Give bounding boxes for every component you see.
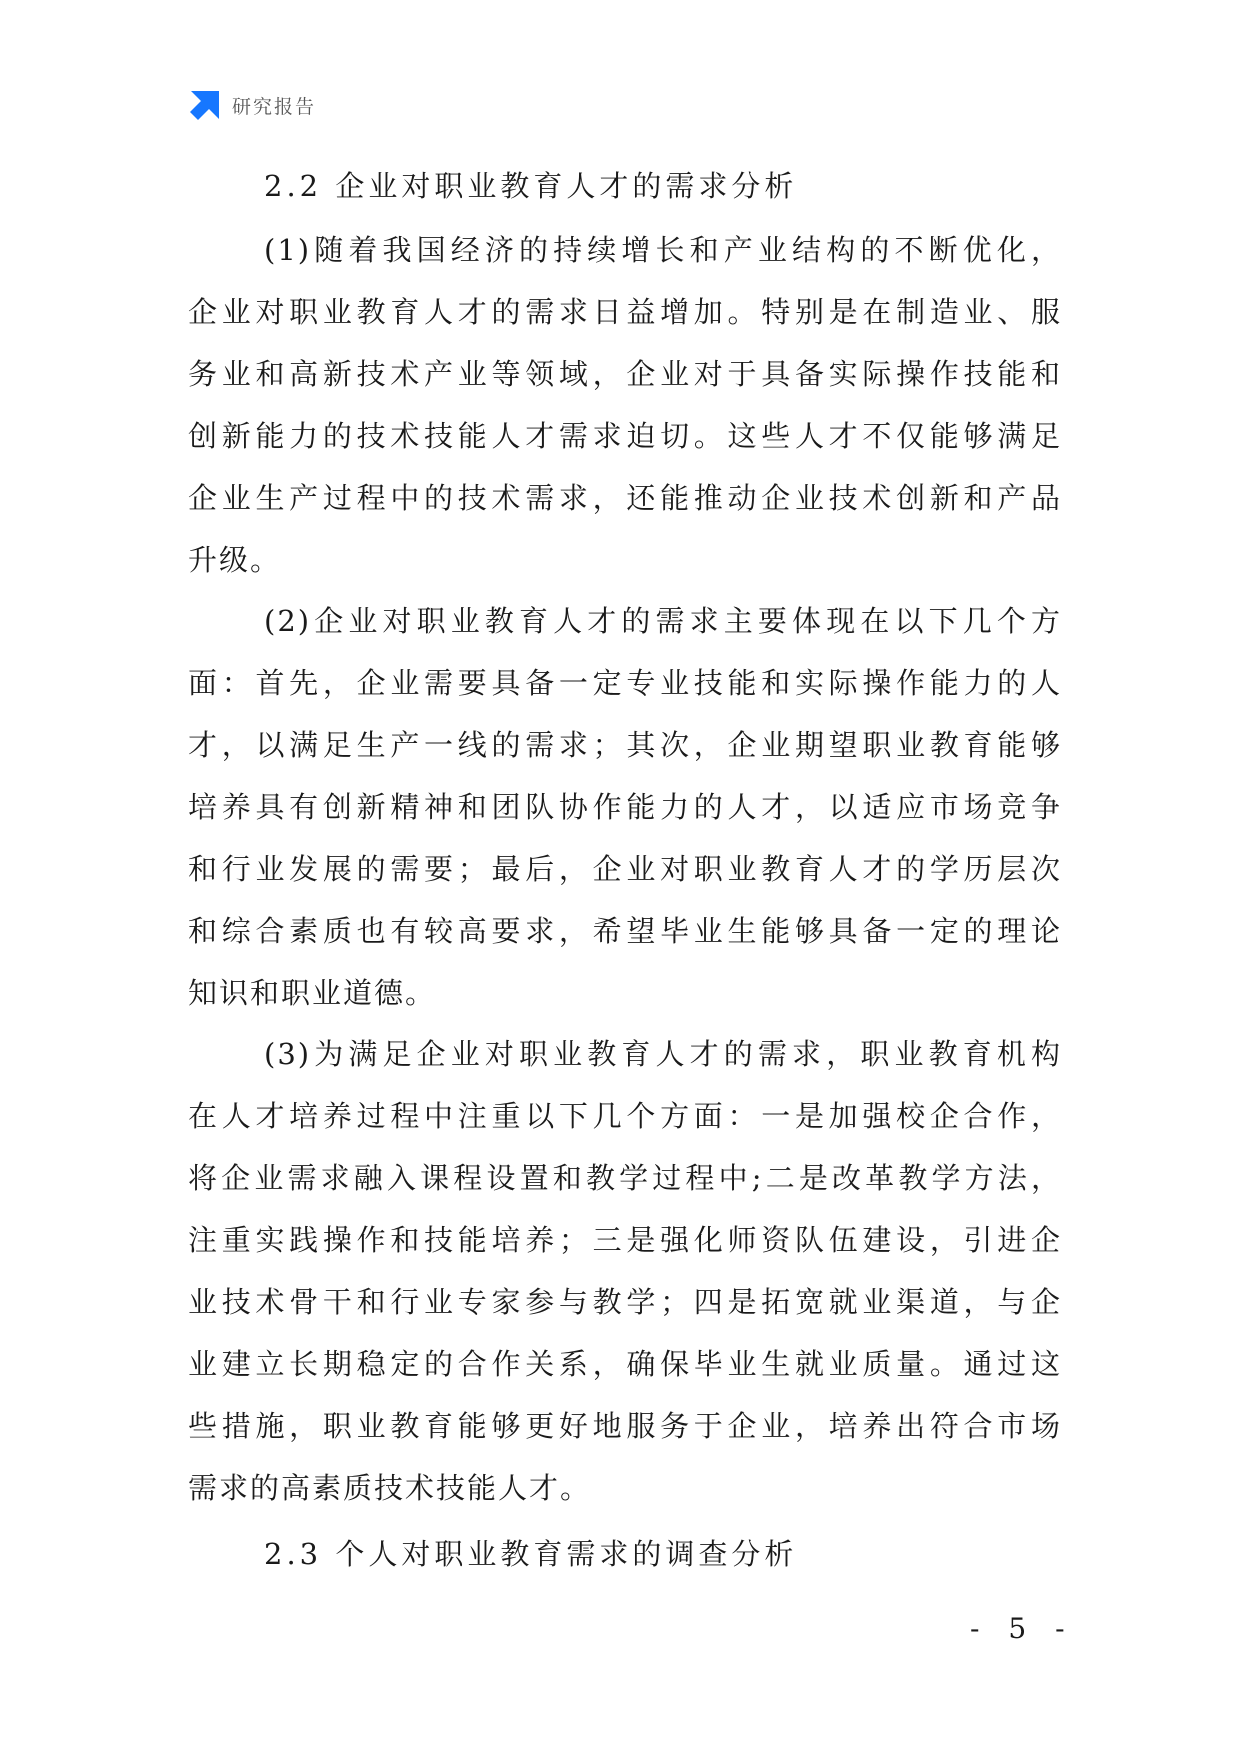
paragraph-line: 在人才培养过程中注重以下几个方面：一是加强校企合作， xyxy=(188,1099,1062,1133)
paragraph-2 xyxy=(188,590,1062,1024)
paragraph-line: 知识和职业道德。 xyxy=(188,976,437,1010)
section-heading-2-2: 2.2 企业对职业教育人才的需求分析 xyxy=(264,169,798,203)
page-header xyxy=(188,88,316,122)
arrow-up-right-icon xyxy=(188,88,222,122)
page-number: - 5 - xyxy=(970,1612,1075,1645)
paragraph-line: 创新能力的技术技能人才需求迫切。这些人才不仅能够满足 xyxy=(188,419,1062,453)
paragraph-line: 需求的高素质技术技能人才。 xyxy=(188,1471,592,1505)
paragraph-line: 培养具有创新精神和团队协作能力的人才，以适应市场竞争 xyxy=(188,790,1062,824)
paragraph-line: 将企业需求融入课程设置和教学过程中;二是改革教学方法， xyxy=(188,1161,1062,1195)
paragraph-line: 业技术骨干和行业专家参与教学；四是拓宽就业渠道，与企 xyxy=(188,1285,1062,1319)
paragraph-line: 和行业发展的需要；最后，企业对职业教育人才的学历层次 xyxy=(188,852,1062,886)
paragraph-1 xyxy=(188,219,1062,591)
paragraph-line: 才，以满足生产一线的需求；其次，企业期望职业教育能够 xyxy=(188,728,1062,762)
section-heading-2-3: 2.3 个人对职业教育需求的调查分析 xyxy=(264,1537,798,1571)
paragraph-line: 业建立长期稳定的合作关系，确保毕业生就业质量。通过这 xyxy=(188,1347,1062,1381)
paragraph-line: 务业和高新技术产业等领域，企业对于具备实际操作技能和 xyxy=(188,357,1062,391)
paragraph-line: 升级。 xyxy=(188,543,282,577)
paragraph-3 xyxy=(188,1023,1062,1519)
paragraph-line: 些措施，职业教育能够更好地服务于企业，培养出符合市场 xyxy=(188,1409,1062,1443)
paragraph-line: 注重实践操作和技能培养；三是强化师资队伍建设，引进企 xyxy=(188,1223,1062,1257)
header-label: 研究报告 xyxy=(232,95,317,118)
paragraph-line: 企业生产过程中的技术需求，还能推动企业技术创新和产品 xyxy=(188,481,1062,515)
paragraph-line: 和综合素质也有较高要求，希望毕业生能够具备一定的理论 xyxy=(188,914,1062,948)
paragraph-line: 企业对职业教育人才的需求日益增加。特别是在制造业、服 xyxy=(188,295,1062,329)
paragraph-line: (2)企业对职业教育人才的需求主要体现在以下几个方 xyxy=(264,604,1062,638)
paragraph-line: (1)随着我国经济的持续增长和产业结构的不断优化， xyxy=(264,233,1062,267)
paragraph-line: (3)为满足企业对职业教育人才的需求，职业教育机构 xyxy=(264,1037,1062,1071)
paragraph-line: 面：首先，企业需要具备一定专业技能和实际操作能力的人 xyxy=(188,666,1062,700)
